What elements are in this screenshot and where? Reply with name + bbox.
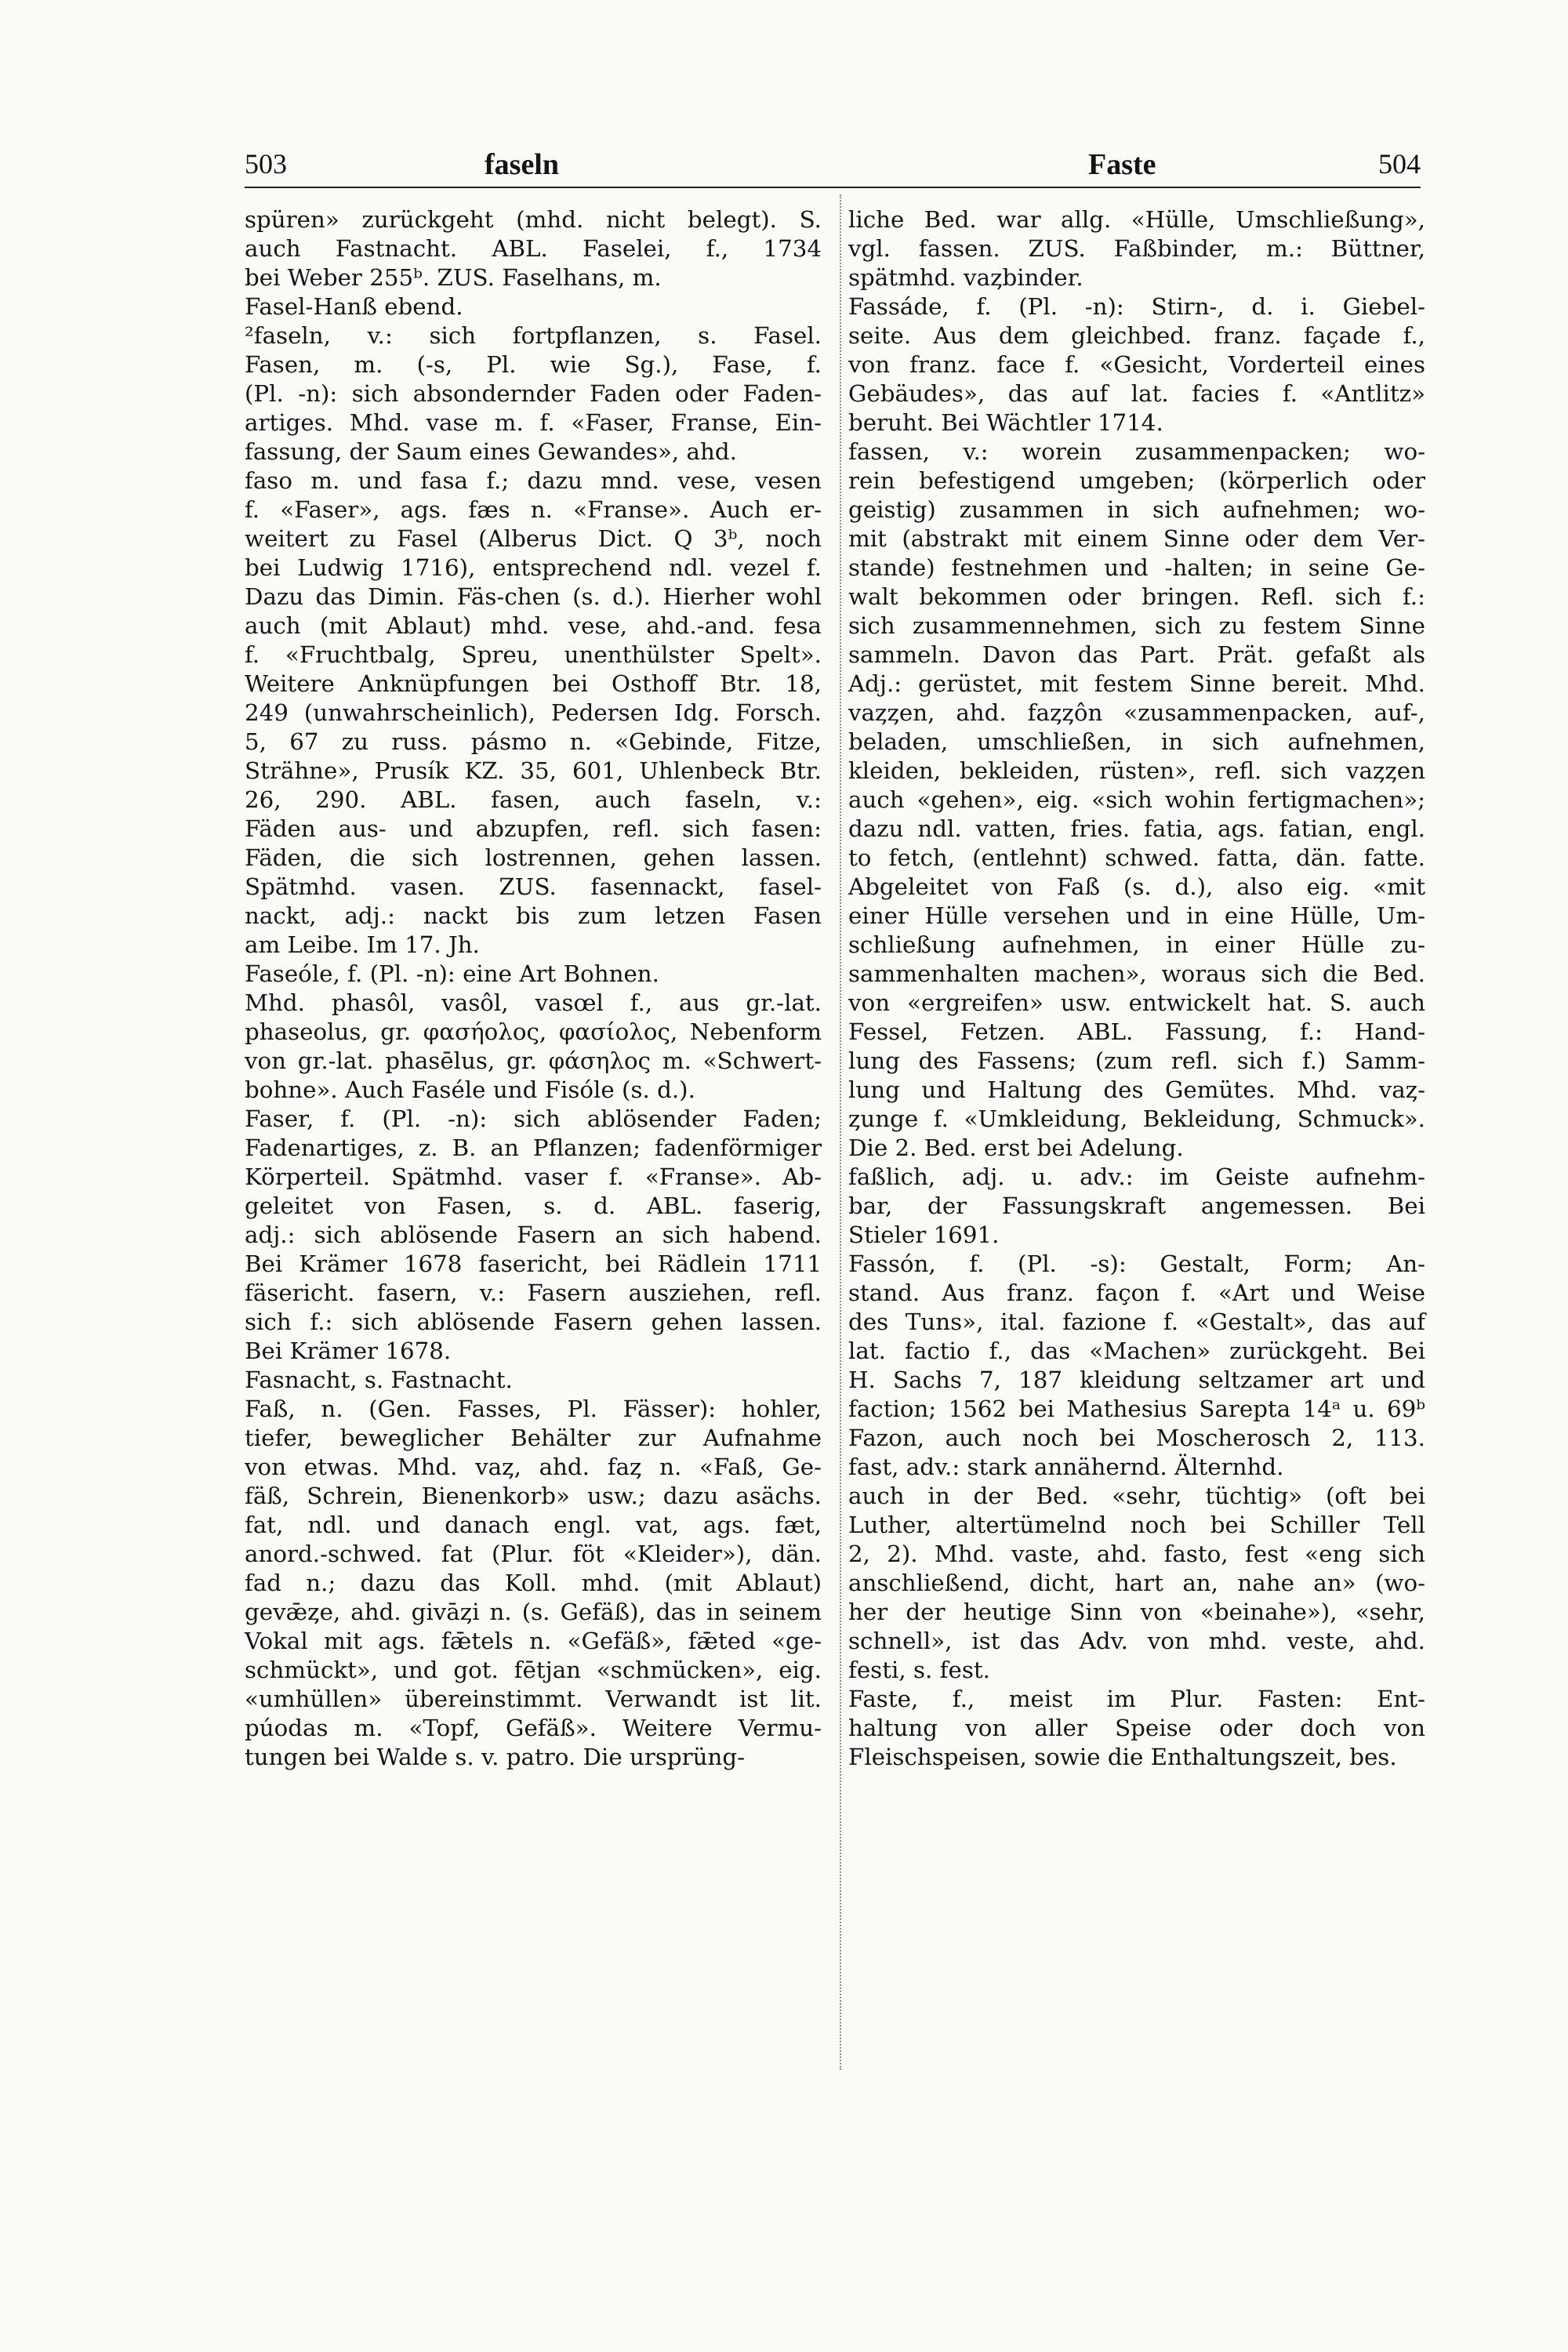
text-line: stand. Aus franz. façon f. «Art und Weise	[848, 1279, 1425, 1306]
text-line: tiefer, beweglicher Behälter zur Aufnahme	[245, 1425, 822, 1451]
text-line: Fessel, Fetzen. ABL. Fassung, f.: Hand-	[848, 1018, 1425, 1045]
text-line: bei Weber 255ᵇ. ZUS. Faselhans, m.	[245, 264, 662, 291]
text-line: bar, der Fassungskraft angemessen. Bei	[848, 1192, 1425, 1219]
text-line: Vokal mit ags. fǣtels n. «Gefäß», fǣted «ge-	[245, 1628, 822, 1654]
text-line: kleiden, bekleiden, rüsten», refl. sich vaȥȥen	[848, 757, 1425, 784]
text-line: stande) festnehmen und -halten; in seine Ge-	[848, 554, 1425, 581]
text-line: sammeln. Davon das Part. Prät. gefaßt als	[848, 641, 1425, 668]
text-line: Fazon, auch noch bei Moscherosch 2, 113.	[848, 1425, 1425, 1451]
text-line: 249 (unwahrscheinlich), Pedersen Idg. Forsch.	[245, 699, 822, 726]
text-line: lung und Haltung des Gemütes. Mhd. vaȥ-	[848, 1076, 1425, 1103]
text-line: adj.: sich ablösende Fasern an sich habend.	[245, 1221, 822, 1248]
text-line: spätmhd. vaȥbinder.	[848, 264, 1083, 291]
text-line: Fassáde, f. (Pl. -n): Stirn-, d. i. Giebel-	[848, 293, 1425, 320]
text-line: liche Bed. war allg. «Hülle, Umschließung»,	[848, 206, 1425, 233]
text-line: vaȥȥen, ahd. faȥȥôn «zusammenpacken, auf-,	[848, 699, 1425, 726]
text-line: Dazu das Dimin. Fäs-chen (s. d.). Hierher wohl	[245, 583, 822, 610]
text-line: einer Hülle versehen und in eine Hülle, Um-	[848, 902, 1425, 929]
text-line: Fadenartiges, z. B. an Pflanzen; fadenförmiger	[245, 1134, 822, 1161]
text-line: lat. factio f., das «Machen» zurückgeht. Bei	[848, 1338, 1425, 1364]
text-line: Faseóle, f. (Pl. -n): eine Art Bohnen.	[245, 960, 659, 987]
text-line: bei Ludwig 1716), entsprechend ndl. vezel f.	[245, 554, 822, 581]
text-line: von «ergreifen» usw. entwickelt hat. S. auch	[848, 989, 1425, 1016]
text-line: von gr.-lat. phasēlus, gr. φάσηλος m. «Schwert-	[245, 1047, 822, 1074]
text-line: Faste, f., meist im Plur. Fasten: Ent-	[848, 1686, 1425, 1712]
text-line: sammenhalten machen», woraus sich die Bed.	[848, 960, 1425, 987]
column-divider	[840, 194, 841, 2070]
text-line: Abgeleitet von Faß (s. d.), also eig. «mit	[848, 873, 1425, 900]
text-line: auch Fastnacht. ABL. Faselei, f., 1734	[245, 235, 822, 262]
page-number-right: 504	[1378, 148, 1421, 180]
text-line: fad n.; dazu das Koll. mhd. (mit Ablaut)	[245, 1570, 822, 1596]
text-line: fat, ndl. und danach engl. vat, ags. fæt,	[245, 1512, 822, 1538]
text-line: nackt, adj.: nackt bis zum letzen Fasen	[245, 902, 822, 929]
text-line: weitert zu Fasel (Alberus Dict. Q 3ᵇ, noch	[245, 525, 822, 552]
text-line: von etwas. Mhd. vaȥ, ahd. faȥ n. «Faß, Ge-	[245, 1454, 822, 1480]
text-line: geistig) zusammen in sich aufnehmen; wo-	[848, 496, 1425, 523]
text-line: f. «Fruchtbalg, Spreu, unenthülster Spelt».	[245, 641, 822, 668]
text-line: 26, 290. ABL. fasen, auch faseln, v.:	[245, 786, 822, 813]
text-line: 2, 2). Mhd. vaste, ahd. fasto, fest «eng sich	[848, 1541, 1425, 1567]
text-line: beruht. Bei Wächtler 1714.	[848, 409, 1163, 436]
text-line: 5, 67 zu russ. pásmo n. «Gebinde, Fitze,	[245, 728, 822, 755]
text-line: faßlich, adj. u. adv.: im Geiste aufnehm-	[848, 1163, 1425, 1190]
text-line: auch «gehen», eig. «sich wohin fertigmachen»;	[848, 786, 1425, 813]
text-line: Fasnacht, s. Fastnacht.	[245, 1367, 513, 1393]
text-line: auch (mit Ablaut) mhd. vese, ahd.-and. fesa	[245, 612, 822, 639]
left-column	[245, 205, 822, 1772]
text-line: auch in der Bed. «sehr, tüchtig» (oft bei	[848, 1483, 1425, 1509]
text-line: haltung von aller Speise oder doch von	[848, 1715, 1425, 1741]
text-line: anord.-schwed. fat (Plur. föt «Kleider»), dän.	[245, 1541, 822, 1567]
text-line: lung des Fassens; (zum refl. sich f.) Samm-	[848, 1047, 1425, 1074]
text-line: dazu ndl. vatten, fries. fatia, ags. fatian, engl.	[848, 815, 1425, 842]
text-line: fassung, der Saum eines Gewandes», ahd.	[245, 438, 737, 465]
text-line: her der heutige Sinn von «beinahe»), «sehr,	[848, 1599, 1425, 1625]
text-line: schmückt», und got. fētjan «schmücken», eig.	[245, 1657, 822, 1683]
running-headword-right: Faste	[1088, 148, 1156, 181]
text-line: Fleischspeisen, sowie die Enthaltungszeit, bes.	[848, 1744, 1397, 1770]
text-line: walt bekommen oder bringen. Refl. sich f.:	[848, 583, 1425, 610]
text-line: Stieler 1691.	[848, 1221, 1000, 1248]
text-line: Fäden, die sich lostrennen, gehen lassen.	[245, 844, 822, 871]
text-line: fäß, Schrein, Bienenkorb» usw.; dazu asächs.	[245, 1483, 822, 1509]
text-line: seite. Aus dem gleichbed. franz. façade f.,	[848, 322, 1425, 349]
text-line: fassen, v.: worein zusammenpacken; wo-	[848, 438, 1425, 465]
text-line: to fetch, (entlehnt) schwed. fatta, dän. fatte.	[848, 844, 1425, 871]
text-line: tungen bei Walde s. v. patro. Die ursprüng-	[245, 1744, 746, 1770]
right-column	[848, 205, 1425, 1772]
text-line: «umhüllen» übereinstimmt. Verwandt ist lit.	[245, 1686, 822, 1712]
text-line: sich f.: sich ablösende Fasern gehen lassen.	[245, 1308, 822, 1335]
text-line: Weitere Anknüpfungen bei Osthoff Btr. 18,	[245, 670, 822, 697]
text-line: schließung aufnehmen, in einer Hülle zu-	[848, 931, 1425, 958]
text-line: am Leibe. Im 17. Jh.	[245, 931, 480, 958]
text-line: Fassón, f. (Pl. -s): Gestalt, Form; An-	[848, 1250, 1425, 1277]
text-line: H. Sachs 7, 187 kleidung seltzamer art und	[848, 1367, 1425, 1393]
text-line: Strähne», Prusík KZ. 35, 601, Uhlenbeck Btr.	[245, 757, 822, 784]
text-line: Adj.: gerüstet, mit festem Sinne bereit. Mhd.	[848, 670, 1425, 697]
text-line: púodas m. «Topf, Gefäß». Weitere Vermu-	[245, 1715, 822, 1741]
text-line: Faß, n. (Gen. Fasses, Pl. Fässer): hohler,	[245, 1396, 822, 1422]
text-line: ²faseln, v.: sich fortpflanzen, s. Fasel.	[245, 322, 822, 349]
text-line: artiges. Mhd. vase m. f. «Faser, Franse, Ein-	[245, 409, 822, 436]
text-line: beladen, umschließen, in sich aufnehmen,	[848, 728, 1425, 755]
text-line: fast, adv.: stark annähernd. Älternhd.	[848, 1454, 1284, 1480]
text-line: faso m. und fasa f.; dazu mnd. vese, vesen	[245, 467, 822, 494]
text-line: Bei Krämer 1678.	[245, 1338, 452, 1364]
text-line: Fasel-Hanß ebend.	[245, 293, 463, 320]
text-line: anschließend, dicht, hart an, nahe an» (wo-	[848, 1570, 1425, 1596]
text-line: Fasen, m. (-s, Pl. wie Sg.), Fase, f.	[245, 351, 822, 378]
text-line: geleitet von Fasen, s. d. ABL. faserig,	[245, 1192, 822, 1219]
text-line: spüren» zurückgeht (mhd. nicht belegt). S.	[245, 206, 822, 233]
text-line: Gebäudes», das auf lat. facies f. «Antlitz»	[848, 380, 1425, 407]
text-line: ȥunge f. «Umkleidung, Bekleidung, Schmuck».	[848, 1105, 1425, 1132]
text-line: vgl. fassen. ZUS. Faßbinder, m.: Büttner,	[848, 235, 1425, 262]
text-line: Mhd. phasôl, vasôl, vasœl f., aus gr.-lat.	[245, 989, 822, 1016]
text-line: (Pl. -n): sich absondernder Faden oder Faden-	[245, 380, 822, 407]
text-line: mit (abstrakt mit einem Sinne oder dem Ver-	[848, 525, 1425, 552]
text-line: schnell», ist das Adv. von mhd. veste, ahd.	[848, 1628, 1425, 1654]
text-line: faction; 1562 bei Mathesius Sarepta 14ᵃ u. 69ᵇ	[848, 1396, 1425, 1422]
text-line: Fäden aus- und abzupfen, refl. sich fasen:	[245, 815, 822, 842]
text-line: des Tuns», ital. fazione f. «Gestalt», das auf	[848, 1308, 1425, 1335]
header-rule	[245, 187, 1421, 188]
running-headword-left: faseln	[485, 148, 559, 181]
text-line: von franz. face f. «Gesicht, Vorderteil eines	[848, 351, 1425, 378]
text-line: Körperteil. Spätmhd. vaser f. «Franse». Ab-	[245, 1163, 822, 1190]
text-line: fäsericht. fasern, v.: Fasern ausziehen, refl.	[245, 1279, 822, 1306]
page-number-left: 503	[245, 148, 287, 180]
text-line: phaseolus, gr. φασήολος, φασίολος, Nebenform	[245, 1018, 822, 1045]
text-line: Luther, altertümelnd noch bei Schiller Tell	[848, 1512, 1425, 1538]
text-line: Die 2. Bed. erst bei Adelung.	[848, 1134, 1184, 1161]
text-line: bohne». Auch Faséle und Fisóle (s. d.).	[245, 1076, 695, 1103]
text-line: Faser, f. (Pl. -n): sich ablösender Faden;	[245, 1105, 822, 1132]
text-line: f. «Faser», ags. fæs n. «Franse». Auch er-	[245, 496, 822, 523]
text-line: festi, s. fest.	[848, 1657, 990, 1683]
text-line: Bei Krämer 1678 fasericht, bei Rädlein 1711	[245, 1250, 822, 1277]
text-line: gevǣȥe, ahd. givāȥi n. (s. Gefäß), das in seinem	[245, 1599, 822, 1625]
text-line: sich zusammennehmen, sich zu festem Sinne	[848, 612, 1425, 639]
text-line: Spätmhd. vasen. ZUS. fasennackt, fasel-	[245, 873, 822, 900]
text-line: rein befestigend umgeben; (körperlich oder	[848, 467, 1425, 494]
